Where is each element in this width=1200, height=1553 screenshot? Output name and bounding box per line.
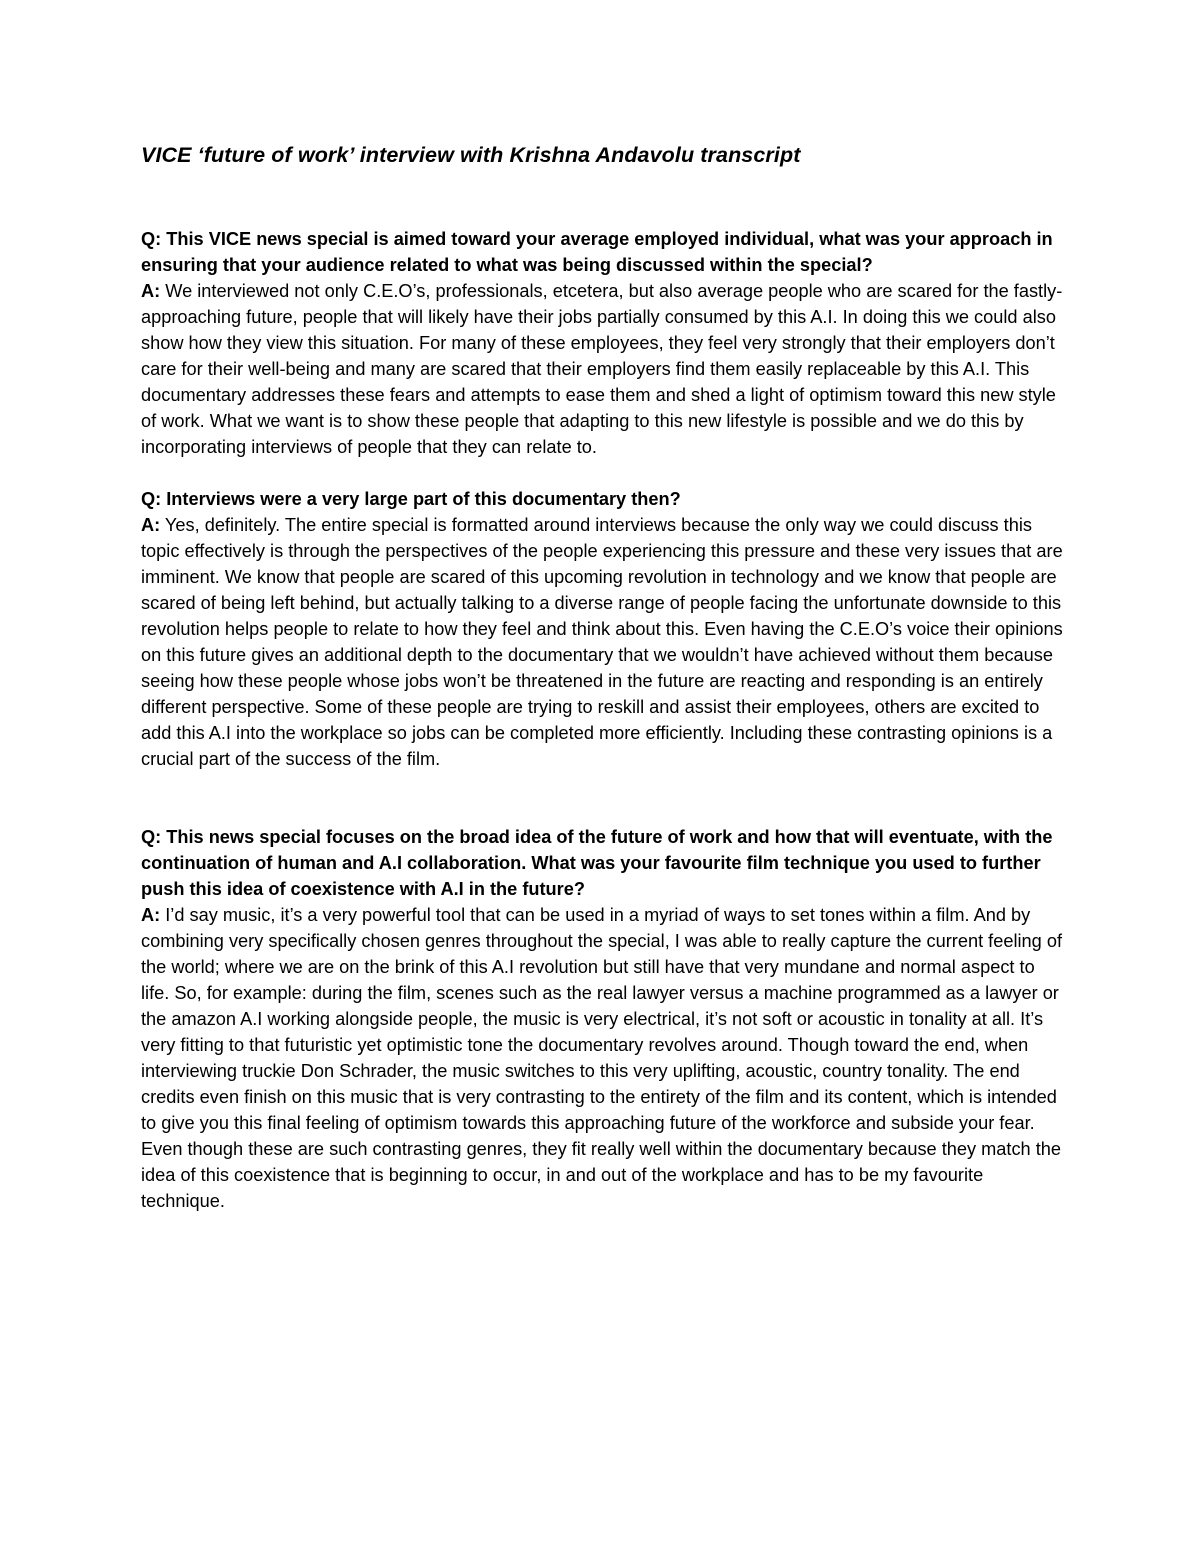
answer-text: We interviewed not only C.E.O’s, professionals, etcetera, but also average people who are scared for the fastly-approaching future, people that will likely have their jobs partially consumed by this A.I. In doing this we could also show how they view this situation. For many of these employees, they feel very strongly that their employers don’t care for their well-being and many are scared that their employers find them easily replaceable by this A.I. This documentary addresses these fears and attempts to ease them and shed a light of optimism toward this new style of work. What we want is to show these people that adapting to this new lifestyle is possible and we do this by incorporating interviews of people that they can relate to. bbox=[141, 281, 1063, 457]
question-2: Q: Interviews were a very large part of this documentary then? bbox=[141, 489, 681, 509]
qa-block-1 bbox=[141, 226, 1066, 460]
document-title: VICE ‘future of work’ interview with Krishna Andavolu transcript bbox=[141, 143, 801, 167]
answer-text: Yes, definitely. The entire special is formatted around interviews because the only way we could discuss this topic effectively is through the perspectives of the people experiencing this pressure and these very issues that are imminent. We know that people are scared of this upcoming revolution in technology and we know that people are scared of being left behind, but actually talking to a diverse range of people facing the unfortunate downside to this revolution helps people to relate to how they feel and think about this. Even having the C.E.O’s voice their opinions on this future gives an additional depth to the documentary that we wouldn’t have achieved without them because seeing how these people whose jobs won’t be threatened in the future are reacting and responding is an entirely different perspective. Some of these people are trying to reskill and assist their employees, others are excited to add this A.I into the workplace so jobs can be completed more efficiently. Including these contrasting opinions is a crucial part of the success of the film. bbox=[141, 515, 1063, 769]
paragraph-spacer bbox=[141, 772, 1066, 824]
qa-block-3 bbox=[141, 824, 1066, 1214]
answer-2 bbox=[141, 512, 1066, 772]
answer-label: A: bbox=[141, 281, 161, 301]
answer-3 bbox=[141, 902, 1066, 1214]
answer-label: A: bbox=[141, 515, 161, 535]
answer-label: A: bbox=[141, 905, 161, 925]
paragraph-spacer bbox=[141, 460, 1066, 486]
qa-block-2 bbox=[141, 486, 1066, 772]
answer-1 bbox=[141, 278, 1066, 460]
document-page bbox=[141, 140, 1066, 1214]
question-3: Q: This news special focuses on the broad idea of the future of work and how that will eventuate, with the continuation of human and A.I collaboration. What was your favourite film technique you used to further push this idea of coexistence with A.I in the future? bbox=[141, 827, 1053, 899]
question-1: Q: This VICE news special is aimed toward your average employed individual, what was your approach in ensuring that your audience related to what was being discussed within the special? bbox=[141, 229, 1053, 275]
answer-text: I’d say music, it’s a very powerful tool that can be used in a myriad of ways to set tones within a film. And by combining very specifically chosen genres throughout the special, I was able to really capture the current feeling of the world; where we are on the brink of this A.I revolution but still have that very mundane and normal aspect to life. So, for example: during the film, scenes such as the real lawyer versus a machine programmed as a lawyer or the amazon A.I working alongside people, the music is very electrical, it’s not soft or acoustic in tonality at all. It’s very fitting to that futuristic yet optimistic tone the documentary revolves around. Though toward the end, when interviewing truckie Don Schrader, the music switches to this very uplifting, acoustic, country tonality. The end credits even finish on this music that is very contrasting to the entirety of the film and its content, which is intended to give you this final feeling of optimism towards this approaching future of the workforce and subside your fear. Even though these are such contrasting genres, they fit really well within the documentary because they match the idea of this coexistence that is beginning to occur, in and out of the workplace and has to be my favourite technique. bbox=[141, 905, 1062, 1211]
